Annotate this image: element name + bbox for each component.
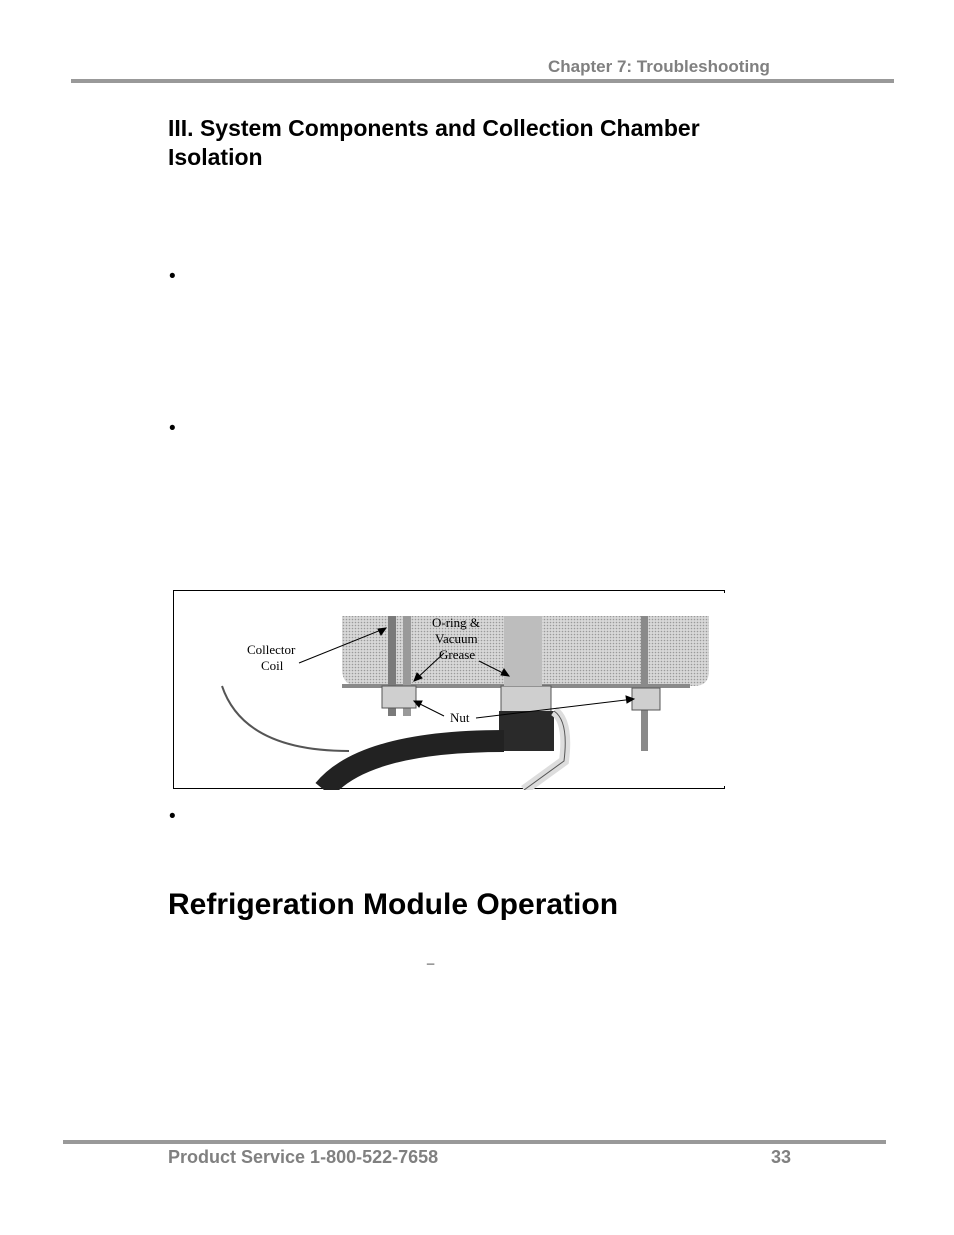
right-fitting bbox=[632, 688, 660, 710]
figure-illustration bbox=[174, 591, 726, 790]
dash-mark: _ bbox=[427, 950, 435, 965]
product-service-footer: Product Service 1-800-522-7658 bbox=[168, 1147, 439, 1167]
bullet-2: • bbox=[169, 418, 176, 439]
center-fitting bbox=[501, 686, 551, 712]
main-heading: Refrigeration Module Operation bbox=[168, 888, 619, 921]
label-vacuum: Vacuum bbox=[435, 631, 478, 646]
drain-port bbox=[499, 711, 554, 751]
bullet-1: • bbox=[169, 266, 176, 287]
left-fitting bbox=[382, 686, 416, 708]
label-nut: Nut bbox=[450, 710, 470, 725]
vacuum-hose bbox=[324, 741, 504, 790]
page-number: 33 bbox=[771, 1147, 792, 1167]
header-rule bbox=[71, 79, 894, 83]
collection-chamber-figure bbox=[173, 590, 725, 789]
chapter-header: Chapter 7: Troubleshooting bbox=[548, 57, 770, 76]
section-title: III. System Components and Collection Chamber Isolation bbox=[168, 115, 700, 170]
label-oring: O-ring & bbox=[432, 615, 481, 630]
label-coil: Coil bbox=[261, 658, 284, 673]
label-collector: Collector bbox=[247, 642, 296, 657]
label-grease: Grease bbox=[439, 647, 476, 662]
bullet-3: • bbox=[169, 806, 176, 827]
footer-rule bbox=[63, 1140, 886, 1144]
